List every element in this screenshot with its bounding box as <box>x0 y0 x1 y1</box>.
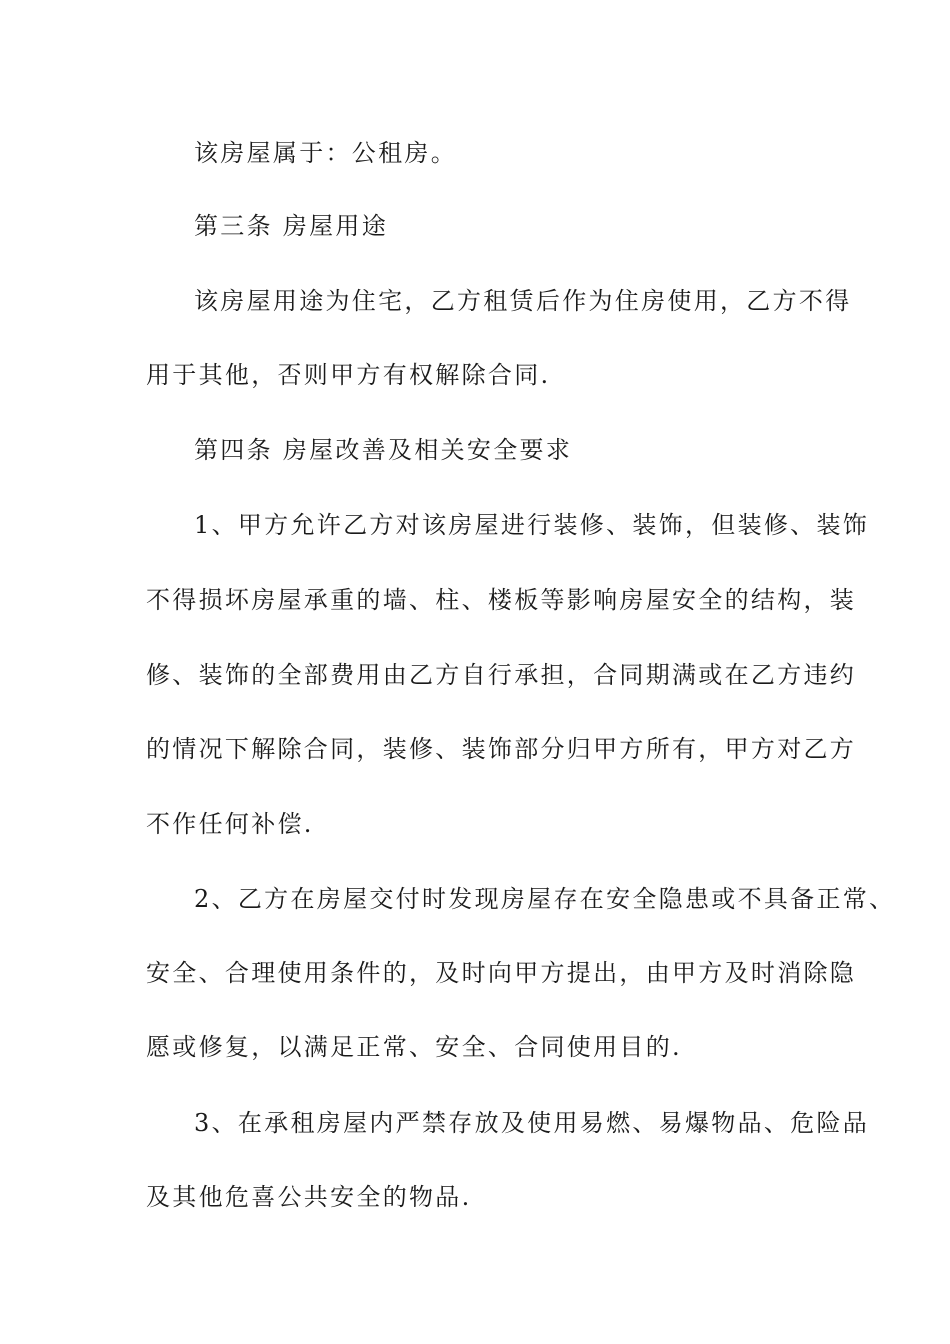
clause-1-line-1: 1、甲方允许乙方对该房屋进行装修、装饰，但装修、装饰 <box>194 511 870 539</box>
clause-3-line-1: 3、在承租房屋内严禁存放及使用易燃、易爆物品、危险品 <box>194 1109 870 1137</box>
article-3-text-line-2: 用于其他，否则甲方有权解除合同. <box>146 361 551 389</box>
clause-1-line-5: 不作任何补偿. <box>146 810 314 838</box>
clause-1-line-3: 修、装饰的全部费用由乙方自行承担，合同期满或在乙方违约 <box>146 661 857 689</box>
clause-2-line-3: 愿或修复，以满足正常、安全、合同使用目的. <box>146 1033 682 1061</box>
paragraph-housing-type: 该房屋属于：公租房。 <box>194 139 457 167</box>
article-3-text-line-1: 该房屋用途为住宅，乙方租赁后作为住房使用，乙方不得 <box>194 287 852 315</box>
clause-2-line-2: 安全、合理使用条件的，及时向甲方提出，由甲方及时消除隐 <box>146 959 857 987</box>
article-3-heading: 第三条 房屋用途 <box>194 212 389 240</box>
clause-3-line-2: 及其他危喜公共安全的物品. <box>146 1183 472 1211</box>
clause-2-line-1: 2、乙方在房屋交付时发现房屋存在安全隐患或不具备正常、 <box>194 885 896 913</box>
clause-1-line-4: 的情况下解除合同，装修、装饰部分归甲方所有，甲方对乙方 <box>146 735 857 763</box>
clause-1-line-2: 不得损坏房屋承重的墙、柱、楼板等影响房屋安全的结构，装 <box>146 586 857 614</box>
article-4-heading: 第四条 房屋改善及相关安全要求 <box>194 436 573 464</box>
